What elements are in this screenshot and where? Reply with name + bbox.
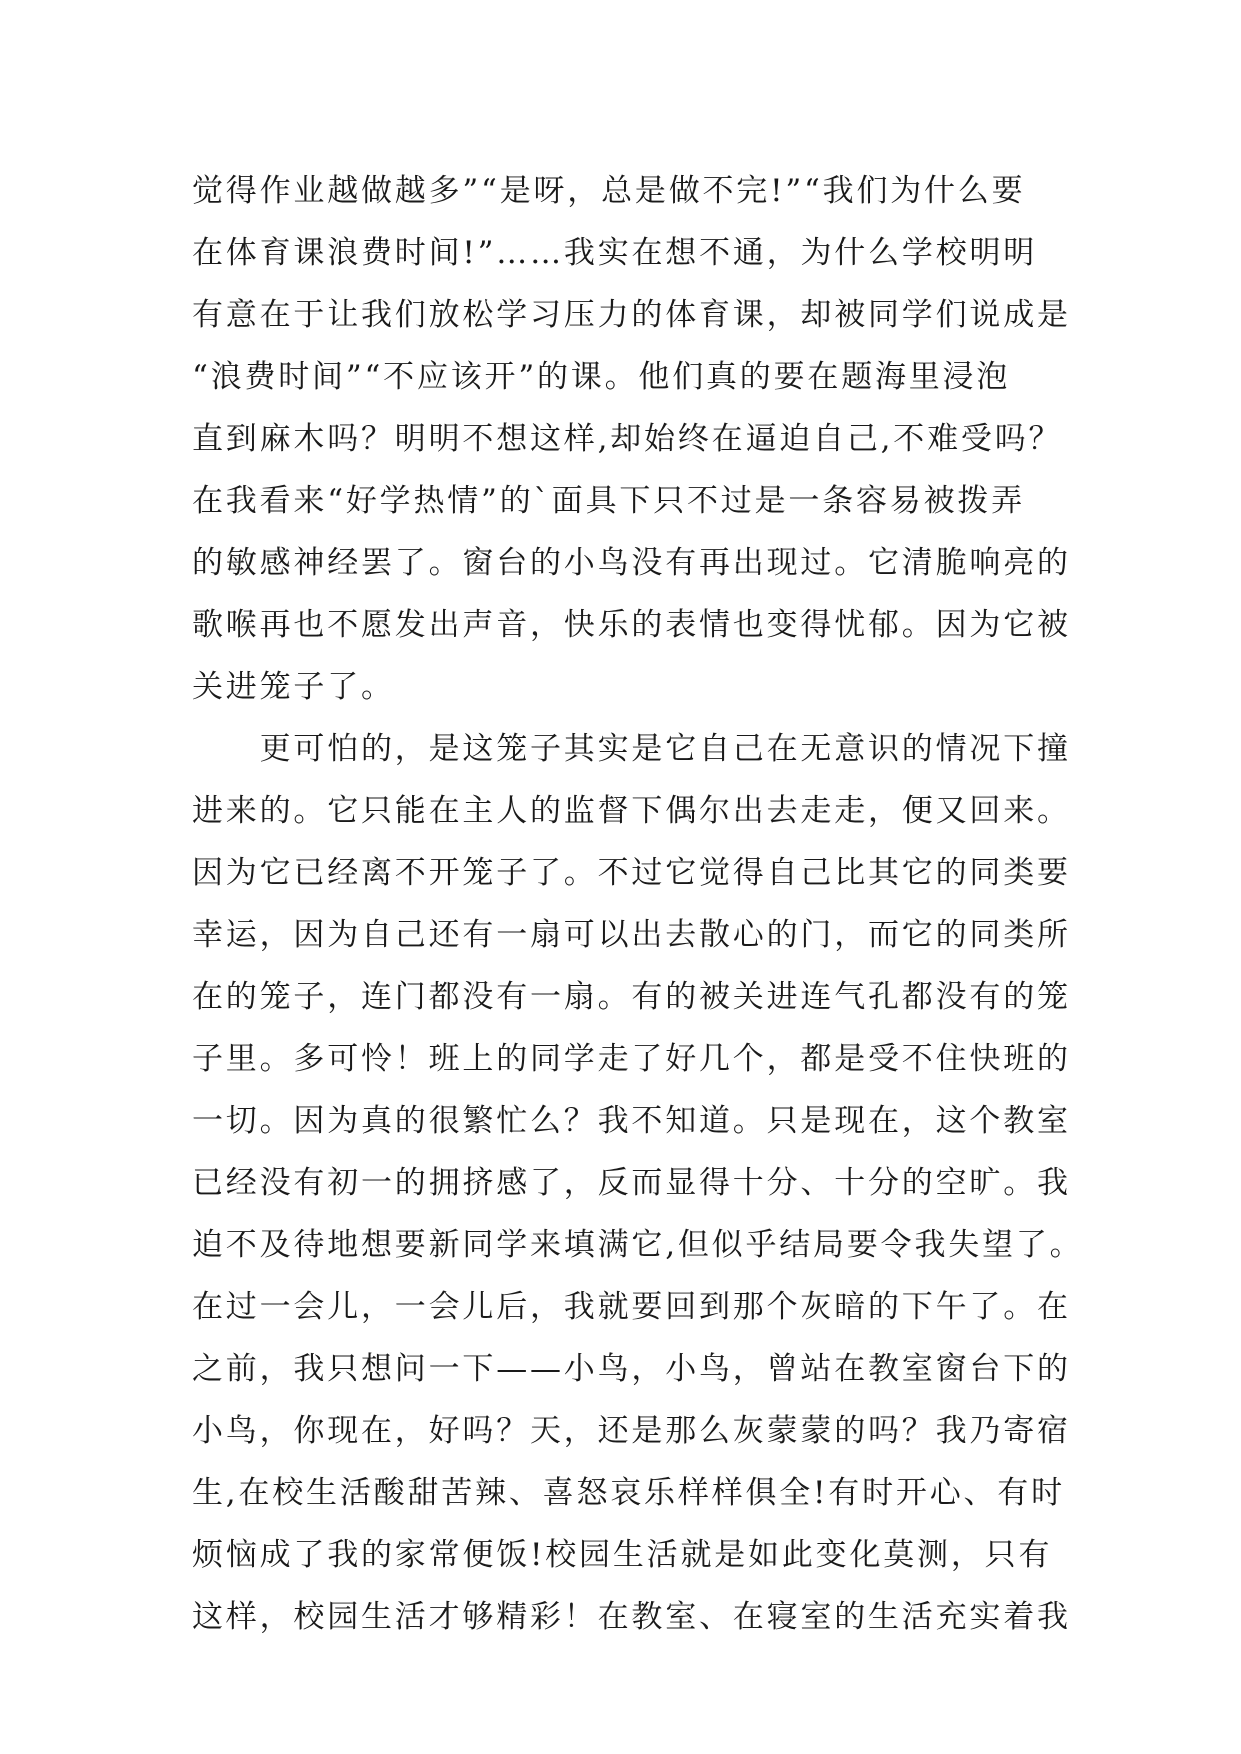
text-line: 在的笼子，连门都没有一扇。有的被关进连气孔都没有的笼 (192, 979, 1071, 1015)
text-line: 在过一会儿，一会儿后，我就要回到那个灰暗的下午了。在 (192, 1289, 1071, 1325)
text-line: 有意在于让我们放松学习压力的体育课，却被同学们说成是 (192, 297, 1071, 333)
text-line: 因为它已经离不开笼子了。不过它觉得自己比其它的同类要 (192, 855, 1071, 891)
text-line: 生,在校生活酸甜苦辣、喜怒哀乐样样俱全!有时开心、有时 (192, 1475, 1065, 1511)
text-line: 迫不及待地想要新同学来填满它,但似乎结局要令我失望了。 (192, 1227, 1084, 1263)
text-line: 一切。因为真的很繁忙么？我不知道。只是现在，这个教室 (192, 1103, 1071, 1139)
text-line: 歌喉再也不愿发出声音，快乐的表情也变得忧郁。因为它被 (192, 607, 1071, 643)
text-line: 在体育课浪费时间!”……我实在想不通，为什么学校明明 (192, 235, 1038, 271)
text-line: 的敏感神经罢了。窗台的小鸟没有再出现过。它清脆响亮的 (192, 545, 1071, 581)
text-line: 之前，我只想问一下——小鸟，小鸟，曾站在教室窗台下的 (192, 1351, 1071, 1387)
text-line: “浪费时间”“不应该开”的课。他们真的要在题海里浸泡 (192, 359, 1011, 395)
text-line: 觉得作业越做越多”“是呀，总是做不完!”“我们为什么要 (192, 173, 1026, 209)
text-line: 关进笼子了。 (192, 669, 395, 705)
text-line: 子里。多可怜！班上的同学走了好几个，都是受不住快班的 (192, 1041, 1071, 1077)
text-line: 小鸟，你现在，好吗？天，还是那么灰蒙蒙的吗？我乃寄宿 (192, 1413, 1071, 1449)
paragraph-start-line: 更可怕的，是这笼子其实是它自己在无意识的情况下撞 (192, 731, 1071, 767)
text-line: 直到麻木吗？明明不想这样,却始终在逼迫自己,不难受吗？ (192, 421, 1063, 457)
text-line: 进来的。它只能在主人的监督下偶尔出去走走，便又回来。 (192, 793, 1071, 829)
text-line: 这样，校园生活才够精彩！在教室、在寝室的生活充实着我 (192, 1599, 1071, 1635)
text-line: 已经没有初一的拥挤感了，反而显得十分、十分的空旷。我 (192, 1165, 1071, 1201)
text-line: 烦恼成了我的家常便饭!校园生活就是如此变化莫测，只有 (192, 1537, 1053, 1573)
body-text (192, 160, 1084, 1648)
text-line: 在我看来“好学热情”的`面具下只不过是一条容易被拨弄 (192, 483, 1025, 519)
text-line: 幸运，因为自己还有一扇可以出去散心的门，而它的同类所 (192, 917, 1071, 953)
